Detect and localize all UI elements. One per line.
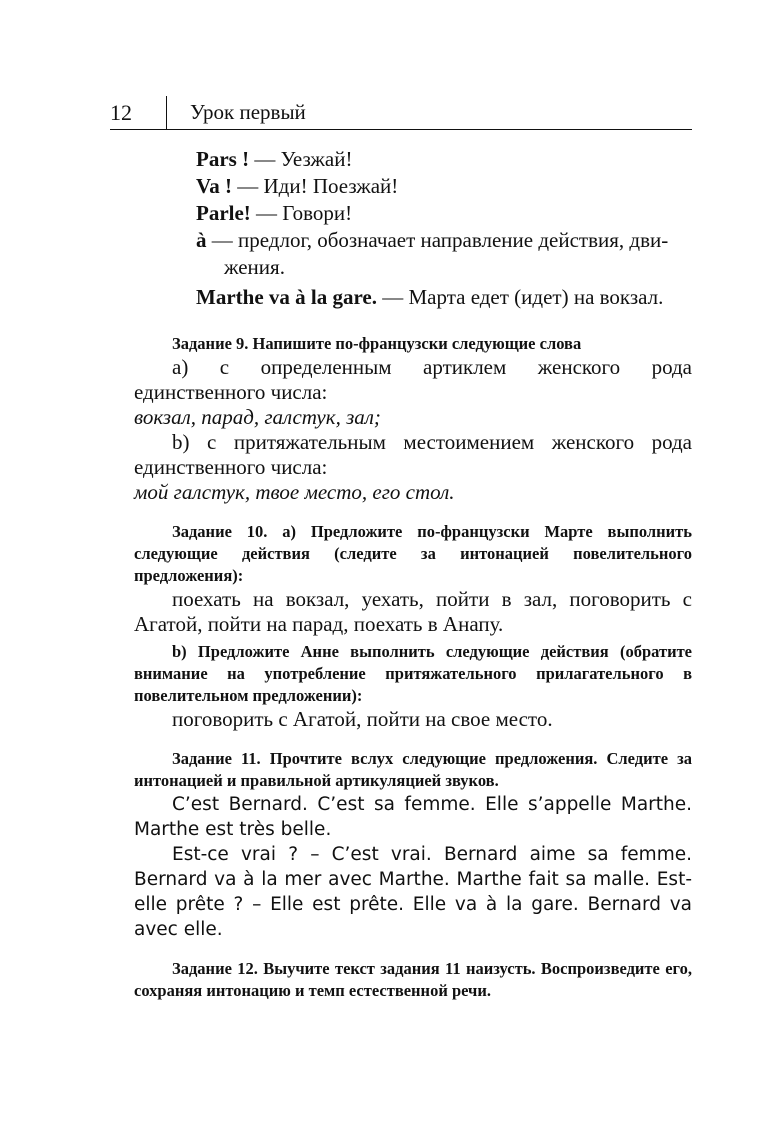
vocabulary-list [196, 146, 692, 311]
vocab-entry [196, 146, 692, 173]
task-heading: Задание 10. а) Предложите по-французски Марте выполнить следующие действия (следите за интонацией повелительного предложения): [134, 522, 692, 585]
task-11 [134, 748, 692, 942]
task-text-b: поговорить с Агатой, пойти на свое место. [172, 707, 553, 731]
vocab-dash: — [376, 285, 409, 309]
page-number: 12 [110, 100, 132, 125]
page-content [134, 146, 692, 1002]
vocab-entry [196, 200, 692, 227]
vocab-dash: — [206, 228, 238, 252]
running-title: Урок первый [190, 100, 306, 124]
vocab-translation: Марта едет (идет) на вокзал. [408, 285, 664, 309]
task-10 [134, 521, 692, 732]
task-9 [134, 333, 692, 505]
vocab-term: Marthe va à la gare. [196, 285, 377, 309]
vocab-entry [196, 284, 692, 311]
task-heading: Задание 12. Выучите текст задания 11 наизусть. Воспроизведите его, сохраняя интонацию и темп естественной речи. [134, 959, 692, 1000]
task-item-b: b) с притяжательным местоимением женского рода единственного числа: [134, 430, 692, 479]
vocab-translation: предлог, обозначает направление действия, дви- [238, 228, 669, 252]
vocab-dash: — [231, 174, 264, 198]
vocab-term: à [196, 228, 207, 252]
task-item-a: а) с определенным артиклем женского рода единственного числа: [134, 355, 692, 404]
task-item-b-words: мой галстук, твое место, его стол. [134, 480, 455, 504]
page-header [110, 96, 692, 130]
french-paragraph: C’est Bernard. C’est sa femme. Elle s’appelle Marthe. Marthe est très belle. [134, 794, 692, 840]
vocab-term: Pars ! [196, 147, 250, 171]
vocab-translation: Говори! [282, 201, 353, 225]
task-12 [134, 958, 692, 1002]
task-heading: Задание 9. Напишите по-французски следующие слова [172, 334, 582, 353]
vocab-translation: Уезжай! [280, 147, 353, 171]
vocab-entry [196, 173, 692, 200]
vocab-term: Va ! [196, 174, 232, 198]
task-heading: Задание 11. Прочтите вслух следующие предложения. Следите за интонацией и правильной артикуляцией звуков. [134, 749, 692, 790]
french-paragraph: Est-ce vrai ? – C’est vrai. Bernard aime sa femme. Bernard va à la mer avec Marthe. Marthe fait sa malle. Est-elle prête ? – Elle est prête. Elle va à la gare. Bernard va avec elle. [134, 844, 692, 940]
header-separator [166, 96, 167, 130]
vocab-entry [196, 227, 692, 254]
task-subheading-b: b) Предложите Анне выполнить следующие действия (обратите внимание на употребление притяжательного прилагательного в повелительном предложении): [134, 642, 692, 705]
task-text-a: поехать на вокзал, уехать, пойти в зал, поговорить с Агатой, пойти на парад, поехать в Анапу. [134, 587, 692, 636]
vocab-dash: — [250, 201, 283, 225]
header-rule [110, 129, 692, 130]
vocab-continuation: жения. [224, 255, 285, 279]
task-item-a-words: вокзал, парад, галстук, зал; [134, 405, 381, 429]
vocab-term: Parle! [196, 201, 251, 225]
vocab-dash: — [249, 147, 281, 171]
vocab-translation: Иди! Поезжай! [263, 174, 399, 198]
